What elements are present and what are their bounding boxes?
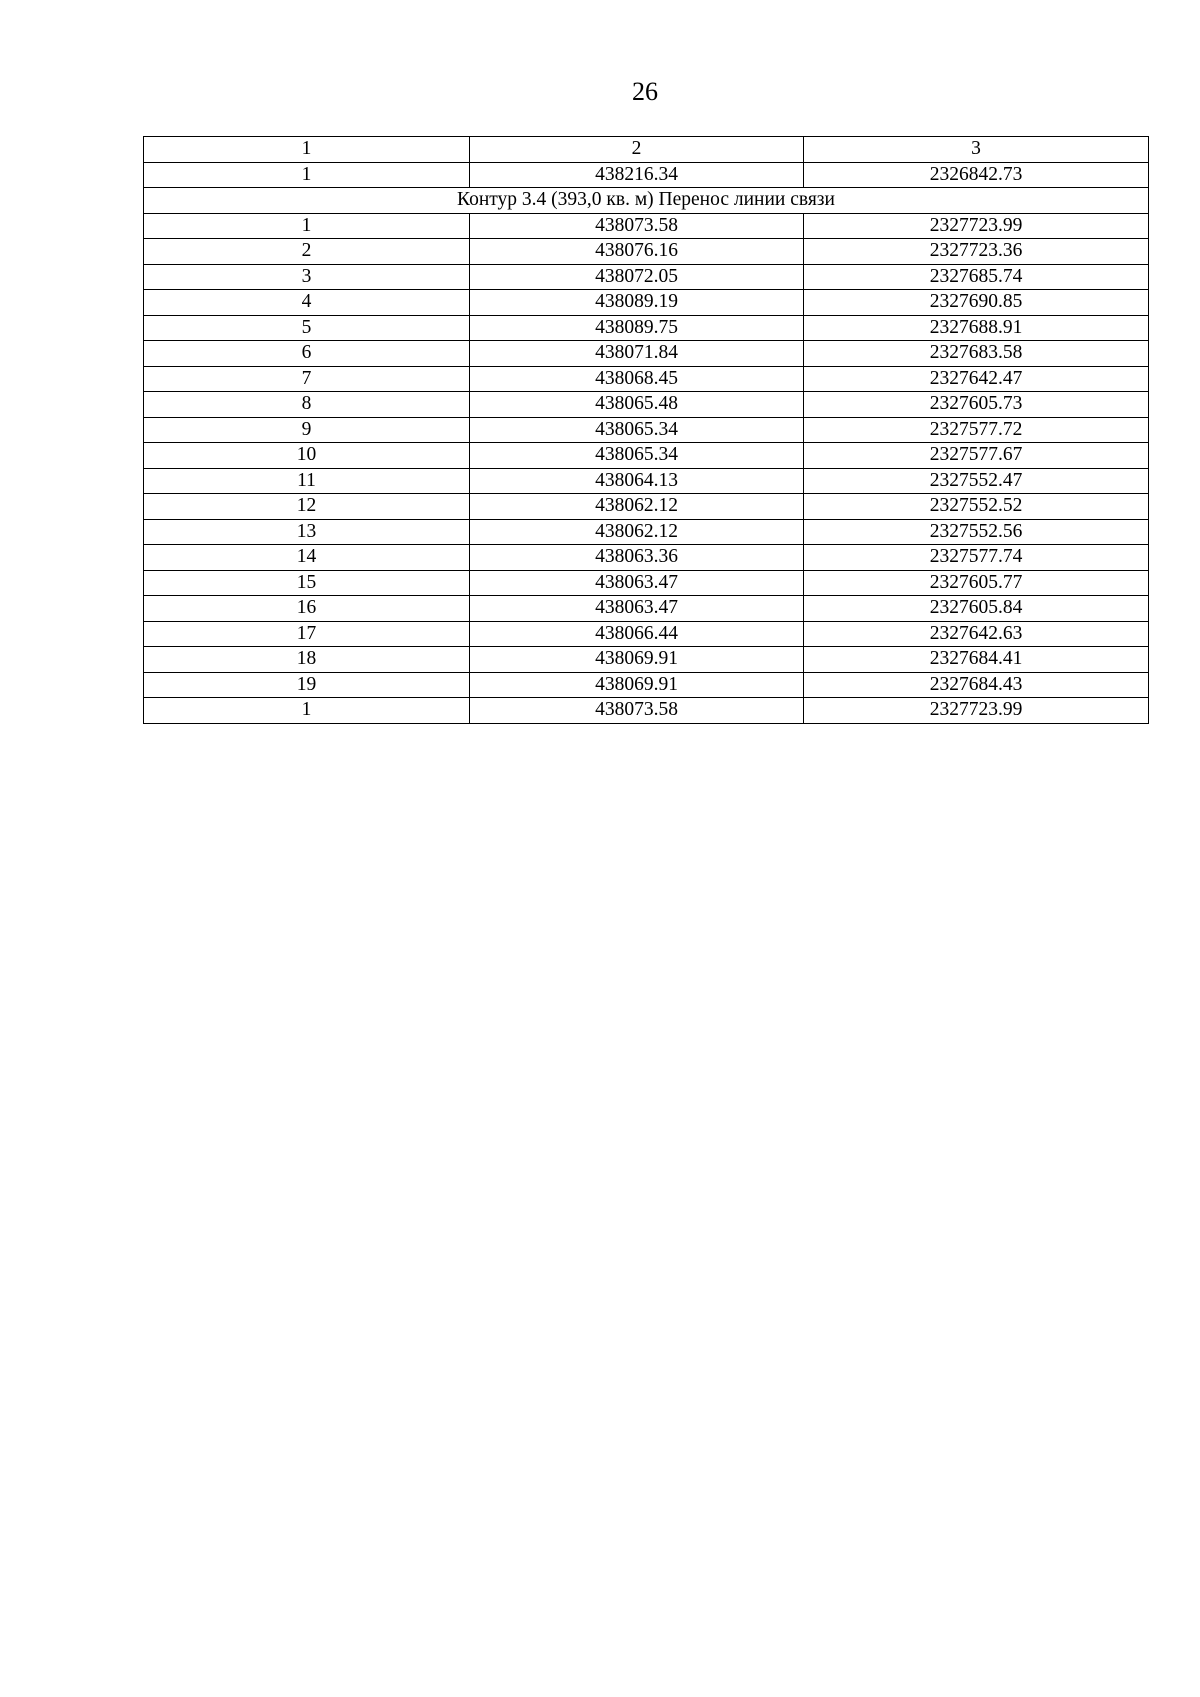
cell-point: 17	[144, 621, 470, 647]
cell-x: 438073.58	[470, 213, 804, 239]
cell-x: 438089.19	[470, 290, 804, 316]
table-row	[144, 239, 1149, 265]
cell-point: 9	[144, 417, 470, 443]
header-cell-y: 3	[804, 137, 1149, 163]
cell-point: 1	[144, 162, 470, 188]
table-row	[144, 443, 1149, 469]
cell-y: 2327577.74	[804, 545, 1149, 571]
cell-x: 438069.91	[470, 672, 804, 698]
cell-x: 438065.34	[470, 417, 804, 443]
cell-point: 19	[144, 672, 470, 698]
cell-point: 5	[144, 315, 470, 341]
cell-y: 2327552.52	[804, 494, 1149, 520]
cell-y: 2327642.47	[804, 366, 1149, 392]
cell-point: 12	[144, 494, 470, 520]
table-row	[144, 366, 1149, 392]
header-cell-point: 1	[144, 137, 470, 163]
table-row	[144, 213, 1149, 239]
cell-y: 2327723.36	[804, 239, 1149, 265]
cell-y: 2327605.84	[804, 596, 1149, 622]
cell-y: 2327605.73	[804, 392, 1149, 418]
table-row	[144, 698, 1149, 724]
table-row	[144, 315, 1149, 341]
table-row	[144, 545, 1149, 571]
cell-y: 2327685.74	[804, 264, 1149, 290]
cell-x: 438064.13	[470, 468, 804, 494]
cell-point: 7	[144, 366, 470, 392]
cell-y: 2327683.58	[804, 341, 1149, 367]
cell-x: 438069.91	[470, 647, 804, 673]
cell-point: 4	[144, 290, 470, 316]
section-title-row	[144, 188, 1149, 214]
cell-x: 438063.47	[470, 596, 804, 622]
cell-point: 13	[144, 519, 470, 545]
table-row	[144, 290, 1149, 316]
cell-point: 1	[144, 213, 470, 239]
cell-point: 16	[144, 596, 470, 622]
cell-x: 438065.34	[470, 443, 804, 469]
cell-point: 18	[144, 647, 470, 673]
cell-point: 15	[144, 570, 470, 596]
table-row	[144, 162, 1149, 188]
cell-y: 2327690.85	[804, 290, 1149, 316]
cell-y: 2327605.77	[804, 570, 1149, 596]
cell-point: 1	[144, 698, 470, 724]
coordinates-table	[143, 136, 1149, 724]
cell-x: 438063.47	[470, 570, 804, 596]
cell-y: 2327552.56	[804, 519, 1149, 545]
table-row	[144, 417, 1149, 443]
header-cell-x: 2	[470, 137, 804, 163]
cell-x: 438216.34	[470, 162, 804, 188]
table-row	[144, 647, 1149, 673]
cell-x: 438073.58	[470, 698, 804, 724]
table-row	[144, 264, 1149, 290]
cell-y: 2327577.72	[804, 417, 1149, 443]
cell-point: 6	[144, 341, 470, 367]
cell-point: 11	[144, 468, 470, 494]
table-row	[144, 494, 1149, 520]
table-row	[144, 519, 1149, 545]
cell-y: 2326842.73	[804, 162, 1149, 188]
section-title: Контур 3.4 (393,0 кв. м) Перенос линии связи	[144, 188, 1149, 214]
table-row	[144, 392, 1149, 418]
cell-x: 438076.16	[470, 239, 804, 265]
cell-point: 14	[144, 545, 470, 571]
cell-y: 2327723.99	[804, 698, 1149, 724]
cell-y: 2327577.67	[804, 443, 1149, 469]
cell-y: 2327684.41	[804, 647, 1149, 673]
cell-point: 8	[144, 392, 470, 418]
cell-point: 2	[144, 239, 470, 265]
table-row	[144, 341, 1149, 367]
cell-x: 438071.84	[470, 341, 804, 367]
cell-y: 2327552.47	[804, 468, 1149, 494]
page-number: 26	[632, 77, 658, 106]
table-row	[144, 468, 1149, 494]
cell-y: 2327723.99	[804, 213, 1149, 239]
cell-x: 438066.44	[470, 621, 804, 647]
table-row	[144, 621, 1149, 647]
table-body	[144, 137, 1149, 724]
table-header-row	[144, 137, 1149, 163]
cell-y: 2327688.91	[804, 315, 1149, 341]
cell-x: 438065.48	[470, 392, 804, 418]
cell-x: 438072.05	[470, 264, 804, 290]
table-row	[144, 672, 1149, 698]
cell-x: 438063.36	[470, 545, 804, 571]
cell-point: 3	[144, 264, 470, 290]
cell-point: 10	[144, 443, 470, 469]
cell-x: 438089.75	[470, 315, 804, 341]
table-row	[144, 570, 1149, 596]
cell-y: 2327684.43	[804, 672, 1149, 698]
cell-y: 2327642.63	[804, 621, 1149, 647]
cell-x: 438062.12	[470, 519, 804, 545]
cell-x: 438068.45	[470, 366, 804, 392]
cell-x: 438062.12	[470, 494, 804, 520]
table-row	[144, 596, 1149, 622]
